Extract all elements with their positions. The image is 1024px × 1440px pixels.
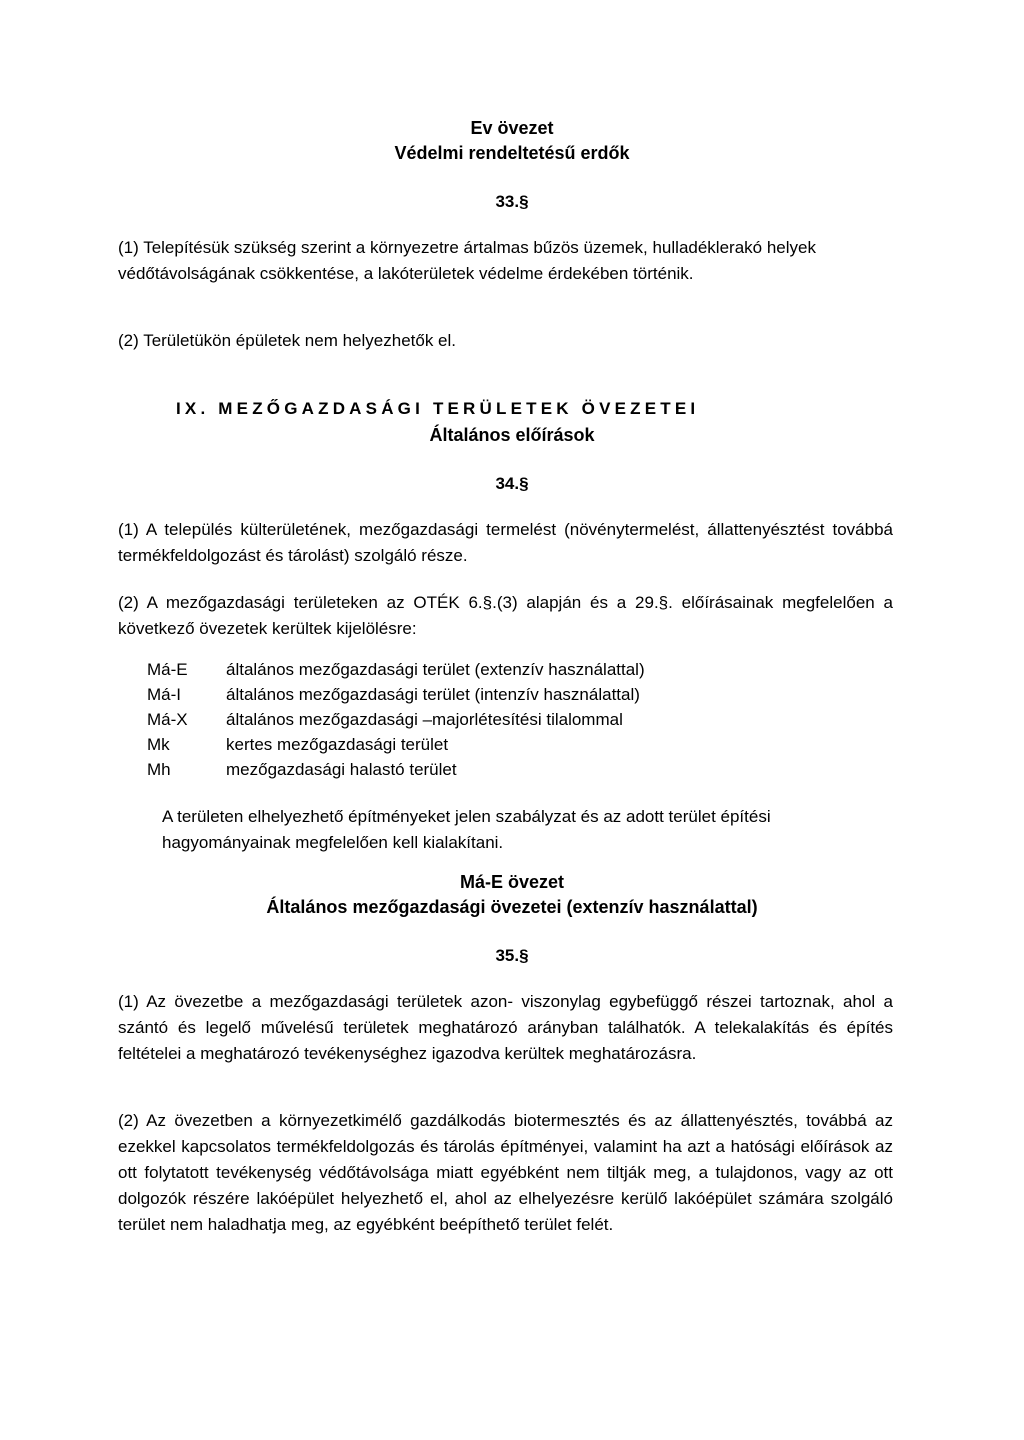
zone-description: mezőgazdasági halastó terület (226, 760, 457, 779)
section-35-number: 35.§ (495, 946, 529, 965)
zone-description: általános mezőgazdasági terület (intenzív használattal) (226, 685, 640, 704)
mae-zone-subheading: Általános mezőgazdasági övezetei (extenzív használattal) (266, 897, 758, 917)
mae-zone-heading: Má-E övezet (459, 872, 565, 892)
section-33-paragraph-1: (1) Telepítésük szükség szerint a környezetre ártalmas bűzös üzemek, hulladéklerakó helyek védőtávolságának csökkentése, a lakóterületek védelme érdekében történik. (118, 238, 816, 283)
chapter-subtitle: Általános előírások (429, 425, 595, 445)
zone-list-item (0, 660, 1024, 684)
zone-description: általános mezőgazdasági –majorlétesítési tilalommal (226, 710, 623, 729)
zone-list-item (0, 710, 1024, 734)
zone-code: Má-I (147, 685, 181, 704)
section-34-number: 34.§ (495, 474, 529, 493)
zone-code: Má-E (147, 660, 188, 679)
zone-list-item (0, 685, 1024, 709)
section-34-note: A területen elhelyezhető építményeket jelen szabályzat és az adott terület építési hagyományainak megfelelően kell kialakítani. (162, 807, 771, 852)
zone-description: kertes mezőgazdasági terület (226, 735, 449, 754)
zone-code: Mk (147, 735, 170, 754)
zone-description: általános mezőgazdasági terület (extenzív használattal) (226, 660, 645, 679)
zone-code: Mh (147, 760, 171, 779)
section-35-paragraph-1: (1) Az övezetbe a mezőgazdasági területek azon- viszonylag egybefüggő részei tartoznak, ahol a szántó és legelő művelésű területek meghatározó arányban találhatók. A telekalakítás és építés feltételei a meghatározó tevékenységhez igazodva kerültek meghatározásra. (118, 992, 893, 1063)
chapter-title: IX. MEZŐGAZDASÁGI TERÜLETEK ÖVEZETEI (176, 399, 700, 418)
zone-list-item (0, 735, 1024, 759)
section-35-paragraph-2: (2) Az övezetben a környezetkimélő gazdálkodás biotermesztés és az állattenyésztés, továbbá az ezekkel kapcsolatos termékfeldolgozás és tárolás építményei, valamint ha azt a hatósági előírások az ott folytatott tevékenység védőtávolsága miatt egyébként nem tiltják meg, a tulajdonos, vagy az ott dolgozók részére lakóépület helyezhető el, ahol az elhelyezésre kerülő lakóépület számára szolgáló terület nem haladhatja meg, az egyébként beépíthető terület felét. (118, 1111, 893, 1234)
zone-list-item (0, 760, 1024, 784)
section-33-number: 33.§ (495, 192, 529, 211)
section-34-paragraph-1: (1) A település külterületének, mezőgazdasági termelést (növénytermelést, állattenyésztést továbbá termékfeldolgozást és tárolást) szolgáló része. (118, 520, 893, 565)
zone-code: Má-X (147, 710, 188, 729)
section-33-paragraph-2: (2) Területükön épületek nem helyezhetők el. (118, 331, 456, 350)
section-34-paragraph-2: (2) A mezőgazdasági területeken az OTÉK 6.§.(3) alapján és a 29.§. előírásainak megfelelően a következő övezetek kerültek kijelölésre: (118, 593, 893, 638)
ev-zone-heading: Ev övezet (470, 118, 554, 138)
ev-zone-subheading: Védelmi rendeltetésű erdők (394, 143, 630, 163)
